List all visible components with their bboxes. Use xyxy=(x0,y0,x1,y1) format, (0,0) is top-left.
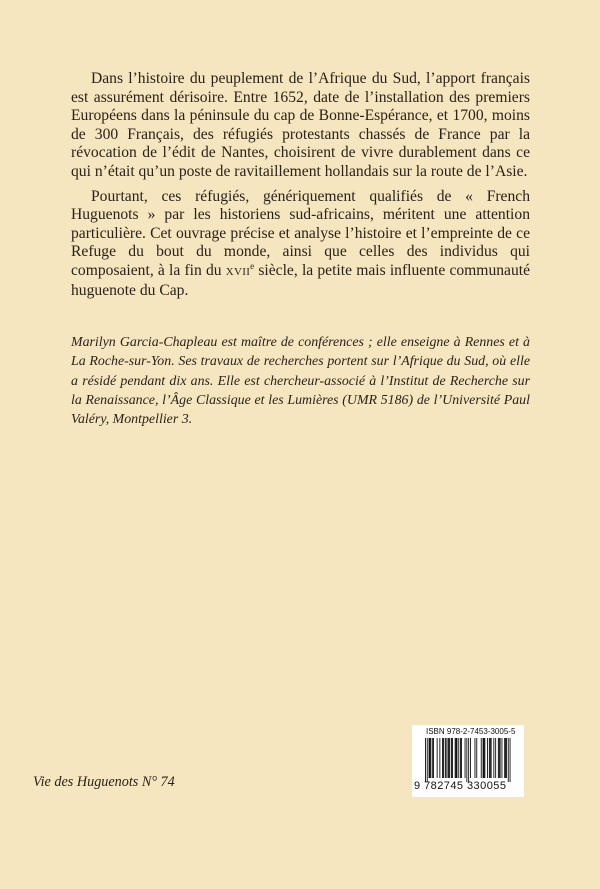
barcode-bar xyxy=(499,738,500,778)
barcode-bar xyxy=(443,738,444,778)
barcode-bar xyxy=(451,738,452,778)
barcode-bar xyxy=(448,738,449,778)
barcode-bar xyxy=(504,738,505,778)
barcode-bar xyxy=(483,738,484,778)
barcode-bar xyxy=(487,738,488,778)
summary-paragraph-2 xyxy=(71,188,530,301)
barcode-bar xyxy=(468,738,469,782)
barcode-bar xyxy=(484,738,485,778)
summary-paragraph-1: Dans l’histoire du peuplement de l’Afrique du Sud, l’apport français est assurément dérisoire. Entre 1652, date de l’installation des premiers Européens dans la péninsule du cap de Bonne-Espérance, et 1700, moins de 300 Français, des réfugiés protestants chassés de France par la révocation de l’édit de Nantes, choisirent de vivre durablement dans ce qui n’était qu’un poste de ravitaillement hollandais sur la route de l’Asie. xyxy=(71,70,530,180)
barcode-bar xyxy=(425,738,426,782)
century-numeral: XVII xyxy=(225,265,251,278)
author-bio-text: Marilyn Garcia-Chapleau est maître de conférences ; elle enseigne à Rennes et à La Roche-sur-Yon. Ses travaux de recherches portent sur l’Afrique du Sud, où elle a résidé pendant dix ans. Elle est chercheur-associé à l’Institut de Recherche sur la Renaissance, l’Âge Classique et les Lumières (UMR 5186) de l’Université Paul Valéry, Montpellier 3. xyxy=(71,335,530,428)
barcode-bar xyxy=(461,738,462,778)
isbn-barcode xyxy=(412,725,524,797)
barcode-bar xyxy=(452,738,453,778)
barcode-bars xyxy=(425,738,511,782)
barcode-bar xyxy=(481,738,482,778)
barcode-bar xyxy=(448,738,449,778)
barcode-bar xyxy=(430,738,431,778)
barcode-bar xyxy=(500,738,501,778)
barcode-bar xyxy=(457,738,458,778)
barcode-bar xyxy=(508,738,509,782)
barcode-bar xyxy=(458,738,459,778)
barcode-bar xyxy=(495,738,496,778)
barcode-bar xyxy=(489,738,490,778)
series-label: Vie des Huguenots N° 74 xyxy=(33,774,175,790)
barcode-bar xyxy=(442,738,443,778)
barcode-bar xyxy=(505,738,506,778)
barcode-bar xyxy=(506,738,507,778)
barcode-bar xyxy=(460,738,461,778)
barcode-bar xyxy=(456,738,457,778)
summary-paragraph-2-end: siècle, la petite mais influente communauté huguenote du Cap. xyxy=(71,261,531,299)
century-suffix: e xyxy=(250,260,255,271)
ean-digits: 9 782745 330055 xyxy=(414,780,507,792)
barcode-bar xyxy=(432,738,433,778)
barcode-bar xyxy=(449,738,450,778)
barcode-bar xyxy=(429,738,430,778)
barcode-bar xyxy=(465,738,466,778)
barcode-bar xyxy=(439,738,440,778)
barcode-bar xyxy=(491,738,492,778)
barcode-bar xyxy=(498,738,499,778)
author-bio xyxy=(71,333,530,429)
barcode-bar xyxy=(427,738,428,782)
barcode-bar xyxy=(433,738,434,778)
barcode-bar xyxy=(430,738,431,778)
barcode-bar xyxy=(437,738,438,778)
book-summary xyxy=(71,70,530,306)
barcode-bar xyxy=(484,738,485,778)
barcode-bar xyxy=(475,738,476,778)
summary-paragraph-2-start: Pourtant, ces réfugiés, génériquement qualifiés de « French Huguenots » par les historiens sud-africains, méritent une attention particulière. Cet ouvrage précise et analyse l’histoire et l’empreinte de ce Refuge du bout du monde, ainsi que celles des individus qui composaient, à la fin du xyxy=(71,187,530,279)
barcode-bar xyxy=(446,738,447,778)
barcode-bar xyxy=(445,738,446,778)
barcode-bar xyxy=(493,738,494,778)
barcode-bar xyxy=(502,738,503,778)
barcode-bar xyxy=(455,738,456,778)
barcode-bar xyxy=(490,738,491,778)
barcode-bar xyxy=(466,738,467,782)
barcode-bar xyxy=(510,738,511,782)
barcode-bar xyxy=(470,738,471,778)
isbn-label: ISBN 978-2-7453-3005-5 xyxy=(426,727,516,736)
barcode-bar xyxy=(476,738,477,778)
